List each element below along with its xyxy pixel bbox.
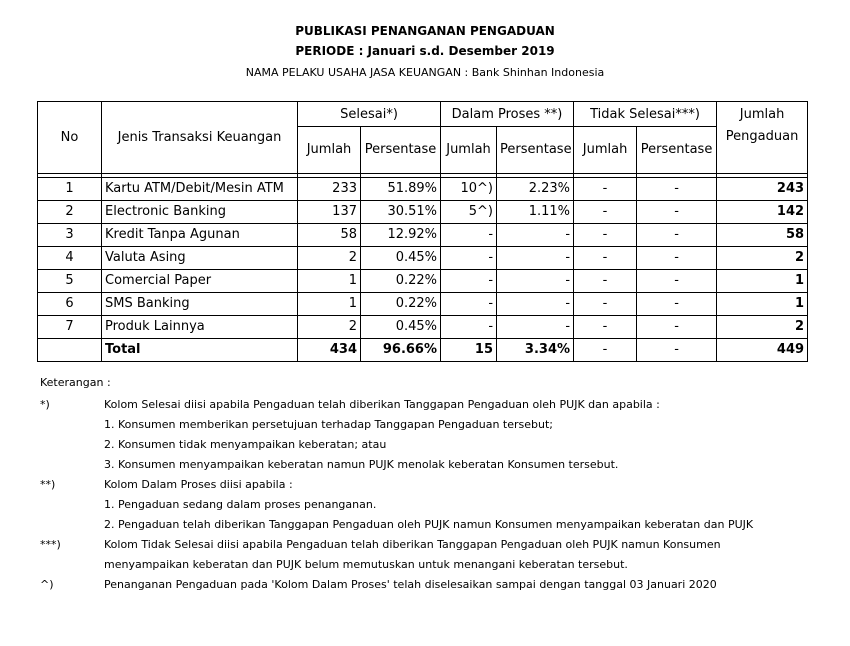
total-complaints: 449 bbox=[717, 338, 808, 361]
row-done-percent: 30.51% bbox=[361, 200, 441, 223]
total-row bbox=[38, 338, 808, 361]
row-total-complaints: 142 bbox=[717, 200, 808, 223]
row-total-complaints: 2 bbox=[717, 246, 808, 269]
header-group-not-done: Tidak Selesai***) bbox=[574, 102, 717, 127]
row-process-percent: - bbox=[497, 223, 574, 246]
row-transaction-type: Kredit Tanpa Agunan bbox=[102, 223, 298, 246]
subheader-notdone-persentase: Persentase bbox=[637, 127, 717, 174]
total-done-percent: 96.66% bbox=[361, 338, 441, 361]
header-transaction-type: Jenis Transaksi Keuangan bbox=[102, 102, 298, 174]
header-no: No bbox=[38, 102, 102, 174]
note-1-item-2: 2. Konsumen tidak menyampaikan keberatan; atau bbox=[104, 438, 387, 451]
row-done-count: 2 bbox=[298, 315, 361, 338]
row-process-count: 10^) bbox=[441, 177, 497, 200]
row-done-percent: 12.92% bbox=[361, 223, 441, 246]
row-total-complaints: 1 bbox=[717, 292, 808, 315]
row-notdone-count: - bbox=[574, 292, 637, 315]
row-process-count: - bbox=[441, 246, 497, 269]
row-process-count: - bbox=[441, 269, 497, 292]
row-no: 2 bbox=[38, 200, 102, 223]
row-notdone-percent: - bbox=[637, 246, 717, 269]
total-notdone-count: - bbox=[574, 338, 637, 361]
row-transaction-type: Produk Lainnya bbox=[102, 315, 298, 338]
total-done-count: 434 bbox=[298, 338, 361, 361]
row-process-count: - bbox=[441, 223, 497, 246]
institution-name: NAMA PELAKU USAHA JASA KEUANGAN : Bank Shinhan Indonesia bbox=[245, 66, 605, 79]
subheader-process-jumlah: Jumlah bbox=[441, 127, 497, 174]
row-notdone-count: - bbox=[574, 246, 637, 269]
row-done-percent: 0.22% bbox=[361, 292, 441, 315]
row-done-percent: 0.45% bbox=[361, 315, 441, 338]
table-row bbox=[38, 246, 808, 269]
note-mark-4: ^) bbox=[40, 578, 54, 591]
row-no: 6 bbox=[38, 292, 102, 315]
total-label: Total bbox=[102, 338, 298, 361]
note-4: Penanganan Pengaduan pada 'Kolom Dalam Proses' telah diselesaikan sampai dengan tanggal 03 Januari 2020 bbox=[104, 578, 717, 591]
row-notdone-percent: - bbox=[637, 269, 717, 292]
row-notdone-count: - bbox=[574, 200, 637, 223]
note-mark-1: *) bbox=[40, 398, 50, 411]
row-transaction-type: Kartu ATM/Debit/Mesin ATM bbox=[102, 177, 298, 200]
row-done-count: 58 bbox=[298, 223, 361, 246]
note-1-item-1: 1. Konsumen memberikan persetujuan terhadap Tanggapan Pengaduan tersebut; bbox=[104, 418, 553, 431]
row-done-percent: 0.22% bbox=[361, 269, 441, 292]
row-total-complaints: 1 bbox=[717, 269, 808, 292]
row-no: 1 bbox=[38, 177, 102, 200]
row-notdone-percent: - bbox=[637, 223, 717, 246]
row-done-count: 137 bbox=[298, 200, 361, 223]
note-3: Kolom Tidak Selesai diisi apabila Pengaduan telah diberikan Tanggapan Pengaduan oleh PUJK namun Konsumen bbox=[104, 538, 721, 551]
table-row bbox=[38, 223, 808, 246]
row-notdone-percent: - bbox=[637, 292, 717, 315]
row-notdone-count: - bbox=[574, 315, 637, 338]
row-done-percent: 0.45% bbox=[361, 246, 441, 269]
note-mark-2: **) bbox=[40, 478, 56, 491]
complaints-table bbox=[37, 101, 808, 362]
row-process-percent: 2.23% bbox=[497, 177, 574, 200]
table-row bbox=[38, 315, 808, 338]
row-no: 7 bbox=[38, 315, 102, 338]
subheader-notdone-jumlah: Jumlah bbox=[574, 127, 637, 174]
row-done-percent: 51.89% bbox=[361, 177, 441, 200]
row-transaction-type: Electronic Banking bbox=[102, 200, 298, 223]
row-process-count: - bbox=[441, 315, 497, 338]
note-2-item-2: 2. Pengaduan telah diberikan Tanggapan Pengaduan oleh PUJK namun Konsumen menyampaikan keberatan dan PUJK bbox=[104, 518, 754, 531]
row-process-percent: - bbox=[497, 315, 574, 338]
header-total-line1: Jumlah bbox=[717, 102, 808, 127]
header-total-line2: Pengaduan bbox=[717, 127, 808, 174]
row-process-percent: - bbox=[497, 292, 574, 315]
row-no: 3 bbox=[38, 223, 102, 246]
row-done-count: 2 bbox=[298, 246, 361, 269]
note-mark-3: ***) bbox=[40, 538, 61, 551]
row-no: 5 bbox=[38, 269, 102, 292]
note-1: Kolom Selesai diisi apabila Pengaduan telah diberikan Tanggapan Pengaduan oleh PUJK dan apabila : bbox=[104, 398, 660, 411]
table-row bbox=[38, 292, 808, 315]
table-row bbox=[38, 200, 808, 223]
table-row bbox=[38, 269, 808, 292]
row-done-count: 1 bbox=[298, 292, 361, 315]
row-process-count: 5^) bbox=[441, 200, 497, 223]
header-group-in-process: Dalam Proses **) bbox=[441, 102, 574, 127]
row-total-complaints: 243 bbox=[717, 177, 808, 200]
row-notdone-count: - bbox=[574, 177, 637, 200]
row-total-complaints: 58 bbox=[717, 223, 808, 246]
total-process-percent: 3.34% bbox=[497, 338, 574, 361]
total-notdone-percent: - bbox=[637, 338, 717, 361]
row-notdone-percent: - bbox=[637, 200, 717, 223]
note-2: Kolom Dalam Proses diisi apabila : bbox=[104, 478, 293, 491]
header-group-done: Selesai*) bbox=[298, 102, 441, 127]
row-done-count: 1 bbox=[298, 269, 361, 292]
note-2-item-1: 1. Pengaduan sedang dalam proses penanganan. bbox=[104, 498, 377, 511]
row-process-percent: 1.11% bbox=[497, 200, 574, 223]
row-notdone-percent: - bbox=[637, 177, 717, 200]
row-process-count: - bbox=[441, 292, 497, 315]
row-process-percent: - bbox=[497, 246, 574, 269]
subheader-process-persentase: Persentase bbox=[497, 127, 574, 174]
row-transaction-type: SMS Banking bbox=[102, 292, 298, 315]
row-notdone-count: - bbox=[574, 223, 637, 246]
subheader-done-persentase: Persentase bbox=[361, 127, 441, 174]
report-title: PUBLIKASI PENANGANAN PENGADUAN bbox=[295, 24, 555, 38]
row-transaction-type: Comercial Paper bbox=[102, 269, 298, 292]
row-total-complaints: 2 bbox=[717, 315, 808, 338]
row-process-percent: - bbox=[497, 269, 574, 292]
row-no: 4 bbox=[38, 246, 102, 269]
row-notdone-percent: - bbox=[637, 315, 717, 338]
note-3-cont: menyampaikan keberatan dan PUJK belum memutuskan untuk menangani keberatan tersebut. bbox=[104, 558, 628, 571]
row-notdone-count: - bbox=[574, 269, 637, 292]
notes-heading: Keterangan : bbox=[40, 376, 111, 389]
note-1-item-3: 3. Konsumen menyampaikan keberatan namun PUJK menolak keberatan Konsumen tersebut. bbox=[104, 458, 619, 471]
subheader-done-jumlah: Jumlah bbox=[298, 127, 361, 174]
row-done-count: 233 bbox=[298, 177, 361, 200]
report-period: PERIODE : Januari s.d. Desember 2019 bbox=[295, 44, 555, 58]
total-no bbox=[38, 338, 102, 361]
table-row bbox=[38, 177, 808, 200]
row-transaction-type: Valuta Asing bbox=[102, 246, 298, 269]
total-process-count: 15 bbox=[441, 338, 497, 361]
